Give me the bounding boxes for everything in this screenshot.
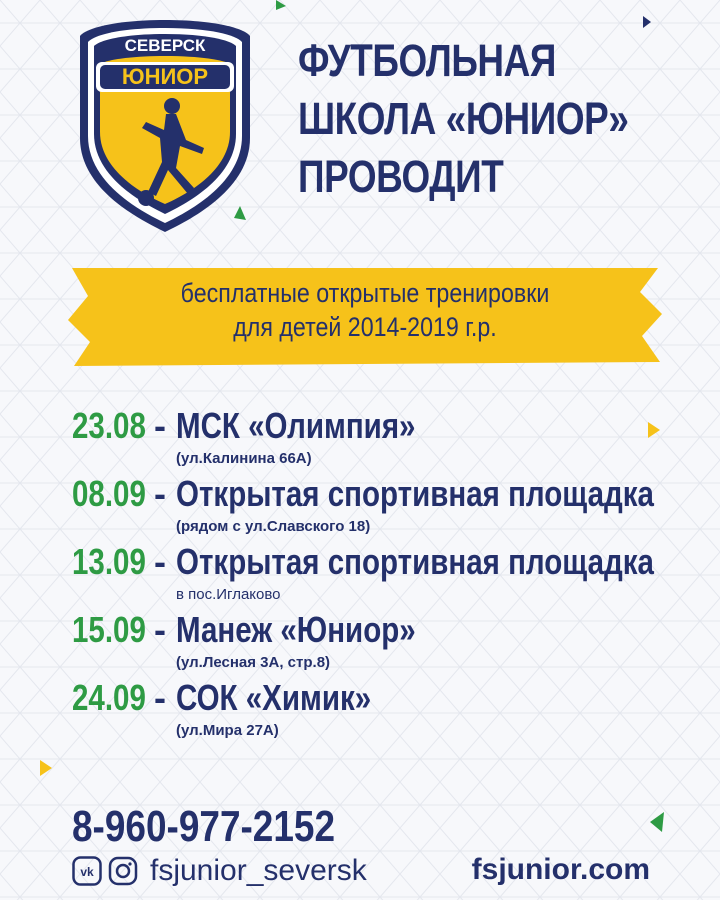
schedule-date: 15.09 [72,609,146,650]
phone-number[interactable]: 8-960-977-2152 [72,802,336,851]
schedule-dash: - [154,677,166,718]
schedule-address: в пос.Иглаково [176,586,281,603]
schedule-address: (рядом с ул.Славского 18) [176,518,371,535]
schedule-list [72,404,692,744]
schedule-dash: - [154,405,166,446]
headline [298,32,628,206]
schedule-date: 13.09 [72,541,146,582]
schedule-address: (ул.Калинина 66А) [176,450,312,467]
social-handle[interactable]: fsjunior_seversk [150,854,367,887]
schedule-venue: Открытая спортивная площадка [176,541,654,582]
schedule-venue: СОК «Химик» [176,677,372,718]
schedule-item [72,540,692,608]
schedule-address: (ул.Лесная 3А, стр.8) [176,654,331,671]
social-links [72,854,367,888]
schedule-item [72,472,692,540]
schedule-item [72,404,692,472]
logo-city-text: СЕВЕРСК [124,36,206,55]
headline-line-1: ФУТБОЛЬНАЯ [298,35,557,86]
banner-text [62,276,668,344]
schedule-venue: Манеж «Юниор» [176,609,416,650]
banner-line-2: для детей 2014-2019 г.р. [233,312,497,342]
schedule-address: (ул.Мира 27А) [176,722,279,739]
schedule-dash: - [154,541,166,582]
schedule-item [72,676,692,744]
logo-name-text: ЮНИОР [121,64,209,89]
instagram-icon[interactable] [108,856,138,886]
headline-line-3: ПРОВОДИТ [298,151,504,202]
schedule-dash: - [154,473,166,514]
schedule-venue: МСК «Олимпия» [176,405,416,446]
schedule-date: 08.09 [72,473,146,514]
banner-line-1: бесплатные открытые тренировки [180,278,550,308]
svg-text:vk: vk [80,865,94,879]
schedule-item [72,608,692,676]
website-link[interactable]: fsjunior.com [471,853,650,886]
headline-line-2: ШКОЛА «ЮНИОР» [298,93,629,144]
schedule-venue: Открытая спортивная площадка [176,473,654,514]
schedule-date: 24.09 [72,677,146,718]
junior-logo [76,18,254,234]
vk-icon[interactable] [72,856,102,886]
schedule-date: 23.08 [72,405,146,446]
schedule-dash: - [154,609,166,650]
